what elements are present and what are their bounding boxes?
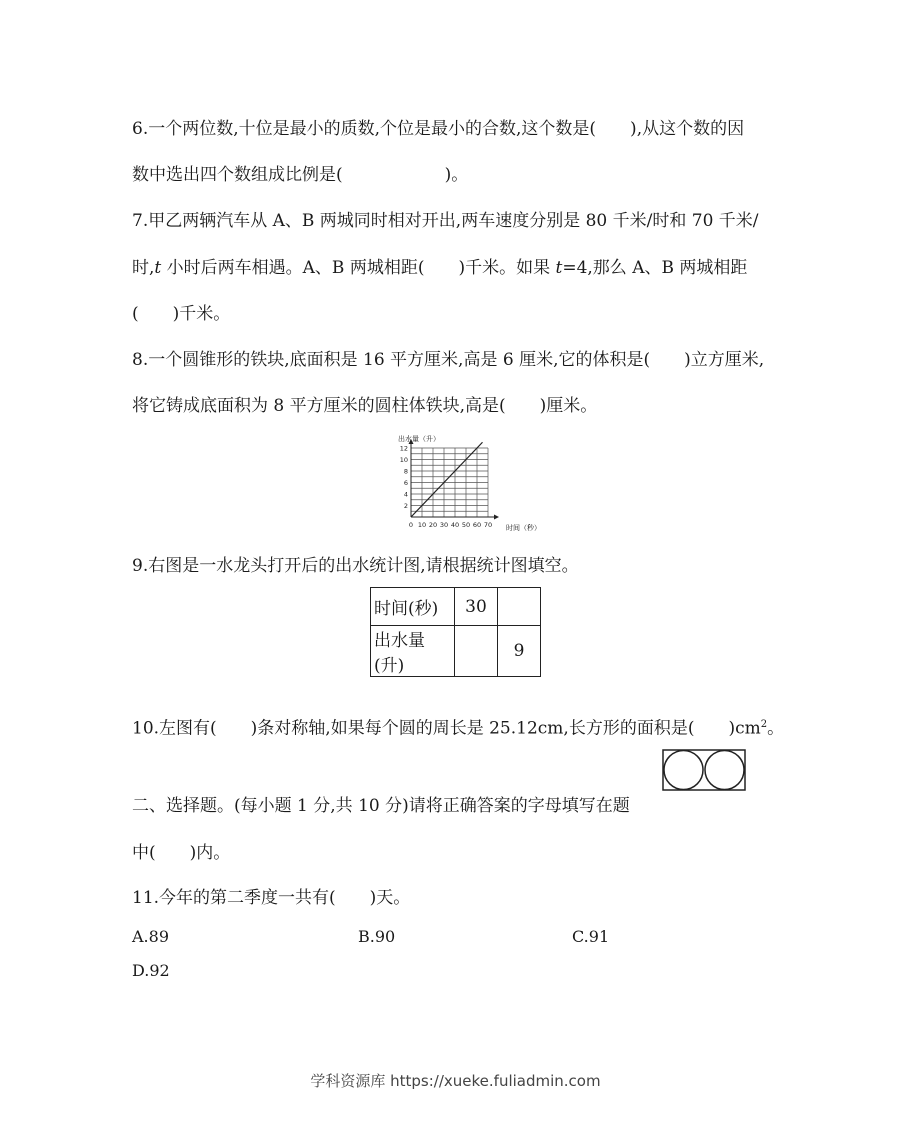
q7-variable-t: t bbox=[154, 258, 162, 278]
y-tick-label: 8 bbox=[403, 467, 408, 476]
y-tick-label: 10 bbox=[399, 456, 408, 464]
q7-text-b: 小时后两车相遇。A、B 两城相距( )千米。如果 bbox=[161, 258, 556, 278]
chart-grid bbox=[411, 448, 488, 517]
x-tick-label: 20 bbox=[428, 521, 438, 529]
question-9-table bbox=[370, 587, 541, 677]
rectangle-two-circles-figure bbox=[662, 749, 746, 791]
section-2-line-1: 二、选择题。(每小题 1 分,共 10 分)请将正确答案的字母填写在题 bbox=[132, 796, 630, 816]
table-cell: 时间(秒) bbox=[371, 588, 455, 626]
table-cell bbox=[455, 626, 498, 677]
x-tick-label: 0 bbox=[408, 521, 414, 529]
question-10-text bbox=[132, 714, 784, 740]
q10-superscript: 2 bbox=[760, 719, 768, 730]
chart-ylabel: 出水量（升） bbox=[398, 435, 440, 443]
table-cell: 9 bbox=[498, 626, 541, 677]
option-d: D.92 bbox=[132, 961, 170, 980]
y-tick-label: 6 bbox=[403, 479, 408, 487]
circle-left bbox=[664, 751, 703, 790]
chart-xlabel: 时间（秒） bbox=[506, 524, 541, 532]
y-tick-label: 2 bbox=[403, 502, 408, 510]
table-row bbox=[371, 626, 541, 677]
x-tick-label: 70 bbox=[483, 521, 493, 529]
question-6-line-2: 数中选出四个数组成比例是( )。 bbox=[132, 165, 469, 185]
table-cell: 30 bbox=[455, 588, 498, 626]
water-flow-chart bbox=[376, 433, 562, 537]
question-9-text: 9.右图是一水龙头打开后的出水统计图,请根据统计图填空。 bbox=[132, 556, 579, 576]
q7-text-a: 时, bbox=[132, 258, 155, 278]
table-cell bbox=[498, 588, 541, 626]
table-cell: 出水量(升) bbox=[371, 626, 455, 677]
y-tick-label: 12 bbox=[399, 444, 408, 453]
q10-text: 10.左图有( )条对称轴,如果每个圆的周长是 25.12cm,长方形的面积是( )cm bbox=[132, 718, 761, 739]
section-2-line-2: 中( )内。 bbox=[132, 843, 231, 863]
question-7-line-2 bbox=[132, 257, 747, 279]
y-tick-label: 4 bbox=[403, 490, 408, 499]
q10-end: 。 bbox=[767, 718, 785, 739]
x-tick-label: 50 bbox=[461, 521, 471, 529]
x-tick-label: 10 bbox=[417, 521, 427, 529]
option-c: C.91 bbox=[572, 927, 610, 946]
x-tick-label: 30 bbox=[439, 521, 449, 529]
table-row bbox=[371, 588, 541, 626]
footer-text: 学科资源库 https://xueke.fuliadmin.com bbox=[310, 1072, 601, 1090]
q7-text-c: =4,那么 A、B 两城相距 bbox=[562, 258, 748, 278]
option-b: B.90 bbox=[358, 927, 396, 946]
rectangle-shape bbox=[663, 750, 745, 790]
question-11-text: 11.今年的第二季度一共有( )天。 bbox=[132, 888, 411, 908]
question-6-line-1: 6.一个两位数,十位是最小的质数,个位是最小的合数,这个数是( ),从这个数的因 bbox=[132, 119, 745, 139]
question-8-line-2: 将它铸成底面积为 8 平方厘米的圆柱体铁块,高是( )厘米。 bbox=[132, 396, 598, 416]
circle-right bbox=[705, 751, 744, 790]
chart-ticks bbox=[400, 445, 492, 530]
question-8-line-1: 8.一个圆锥形的铁块,底面积是 16 平方厘米,高是 6 厘米,它的体积是( )立方厘米, bbox=[132, 350, 765, 370]
x-tick-label: 60 bbox=[472, 521, 482, 529]
x-tick-label: 40 bbox=[450, 521, 460, 529]
question-7-line-1: 7.甲乙两辆汽车从 A、B 两城同时相对开出,两车速度分别是 80 千米/时和 70 千米/ bbox=[132, 211, 759, 231]
x-axis-arrow bbox=[494, 515, 499, 520]
question-7-line-3: ( )千米。 bbox=[132, 304, 231, 324]
q7-variable-t-2: t bbox=[555, 258, 563, 278]
option-a: A.89 bbox=[132, 927, 169, 946]
